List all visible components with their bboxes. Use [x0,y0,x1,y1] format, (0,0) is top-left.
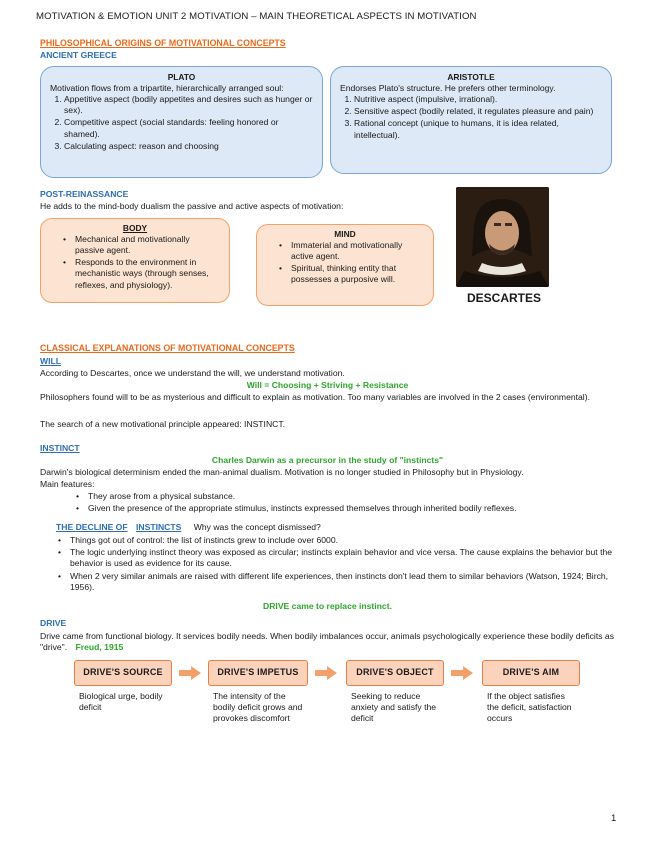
drive-step-object: DRIVE'S OBJECT [346,660,444,686]
arrow-right-icon [315,666,337,680]
descartes-portrait [456,187,549,287]
plato-title: PLATO [167,72,196,82]
drive-step-impetus-desc: The intensity of the bodily deficit grows and provokes discomfort [213,691,303,724]
decline-heading [56,522,321,533]
drive-line1: Drive came from functional biology. It services bodily needs. When bodily imbalances occur, animals psychologically experience these bodily deficits as "drive". [40,631,614,653]
subheading-instinct: INSTINCT [40,443,80,453]
plato-item: 1. Appetitive aspect (bodily appetites and desires such as hunger or sex). [64,94,313,116]
drive-step-object-desc: Seeking to reduce anxiety and satisfy the deficit [351,691,437,724]
plato-item: 2. Competitive aspect (social standards: feeling honored or shamed). [64,117,313,139]
aristotle-item: 3. Rational concept (unique to humans, it is idea related, intellectual). [354,118,602,140]
instinct-feature: • They arose from a physical substance. [76,491,617,502]
plato-list [50,94,313,152]
plato-intro: Motivation flows from a tripartite, hierarchically arranged soul: [50,82,284,93]
will-line2: Philosophers found will to be as mysterious and difficult to explain as motivation. Too many variables are involved in the 2 cases (environmental). [40,392,590,402]
body-list [49,234,221,291]
plato-item: 3. Calculating aspect: reason and choosing [64,141,313,152]
decline-item: • When 2 very similar animals are raised with different life experiences, then instincts don't lead them to similar behaviors (Watson, 1924; Birch, 1956). [58,571,619,593]
instinct-line2: Main features: [40,479,95,489]
drive-step-impetus: DRIVE'S IMPETUS [208,660,308,686]
post-renaissance-text: He adds to the mind-body dualism the passive and active aspects of motivation: [40,201,344,211]
drive-step-aim-desc: If the object satisfies the deficit, satisfaction occurs [487,691,572,724]
page-number: 1 [611,813,617,824]
aristotle-box [330,66,612,174]
section-heading-philosophical: PHILOSOPHICAL ORIGINS OF MOTIVATIONAL CONCEPTS [40,38,286,48]
mind-box [256,224,434,306]
aristotle-title: ARISTOTLE [447,72,495,82]
decline-item: • Things got out of control: the list of instincts grew to include over 6000. [58,535,619,546]
subheading-ancient-greece: ANCIENT GREECE [40,50,117,60]
instinct-replace: DRIVE came to replace instinct. [263,601,392,611]
body-item: • Responds to the environment in mechanistic ways (through senses, reflexes, and physiology). [63,257,221,291]
drive-step-aim: DRIVE'S AIM [482,660,580,686]
drive-step-source-desc: Biological urge, bodily deficit [79,691,163,713]
will-line1: According to Descartes, once we understand the will, we understand motivation. [40,368,345,378]
mind-list [265,240,425,286]
decline-question: Why was the concept dismissed? [193,522,321,532]
document-title: MOTIVATION & EMOTION UNIT 2 MOTIVATION – MAIN THEORETICAL ASPECTS IN MOTIVATION [36,11,477,22]
instinct-feature: • Given the presence of the appropriate stimulus, instincts expressed themselves through inherited bodily reflexes. [76,503,617,514]
section-heading-classical: CLASSICAL EXPLANATIONS OF MOTIVATIONAL CONCEPTS [40,343,295,353]
subheading-post-renaissance: POST-REINASSANCE [40,189,129,199]
instinct-line1: Darwin's biological determinism ended the man-animal dualism. Motivation is no longer studied in Philosophy but in Physiology. [40,467,524,477]
drive-citation: Freud, 1915 [75,642,124,653]
subheading-will: WILL [40,356,61,366]
body-title: BODY [122,223,148,233]
portrait-caption: DESCARTES [467,291,542,305]
aristotle-item: 1. Nutritive aspect (impulsive, irrational). [354,94,602,105]
drive-text [40,631,620,653]
aristotle-item: 2. Sensitive aspect (bodily related, it regulates pleasure and pain) [354,106,602,117]
aristotle-list [340,94,602,141]
drive-step-source: DRIVE'S SOURCE [74,660,172,686]
decline-item: • The logic underlying instinct theory was exposed as circular; instincts explain behavior and vice versa. The cause explains the behavior but the behavior is used as evidence for its cause. [58,547,619,569]
mind-title: MIND [334,229,356,239]
decline-list [44,535,619,594]
arrow-right-icon [179,666,201,680]
instinct-subtitle: Charles Darwin as a precursor in the study of "instincts" [211,455,444,465]
arrow-right-icon [451,666,473,680]
instinct-features [62,491,617,515]
mind-item: • Spiritual, thinking entity that possesses a purposive will. [279,263,425,285]
aristotle-intro: Endorses Plato's structure. He prefers other terminology. [340,82,556,93]
decline-label-instincts: INSTINCTS [136,522,182,532]
subheading-drive: DRIVE [40,618,67,628]
will-formula: Will = Choosing + Striving + Resistance [246,380,409,390]
body-box [40,218,230,303]
mind-item: • Immaterial and motivationally active agent. [279,240,425,262]
will-line3: The search of a new motivational principle appeared: INSTINCT. [40,419,286,429]
decline-label: THE DECLINE OF [56,522,128,532]
plato-box [40,66,323,178]
body-item: • Mechanical and motivationally passive agent. [63,234,221,256]
